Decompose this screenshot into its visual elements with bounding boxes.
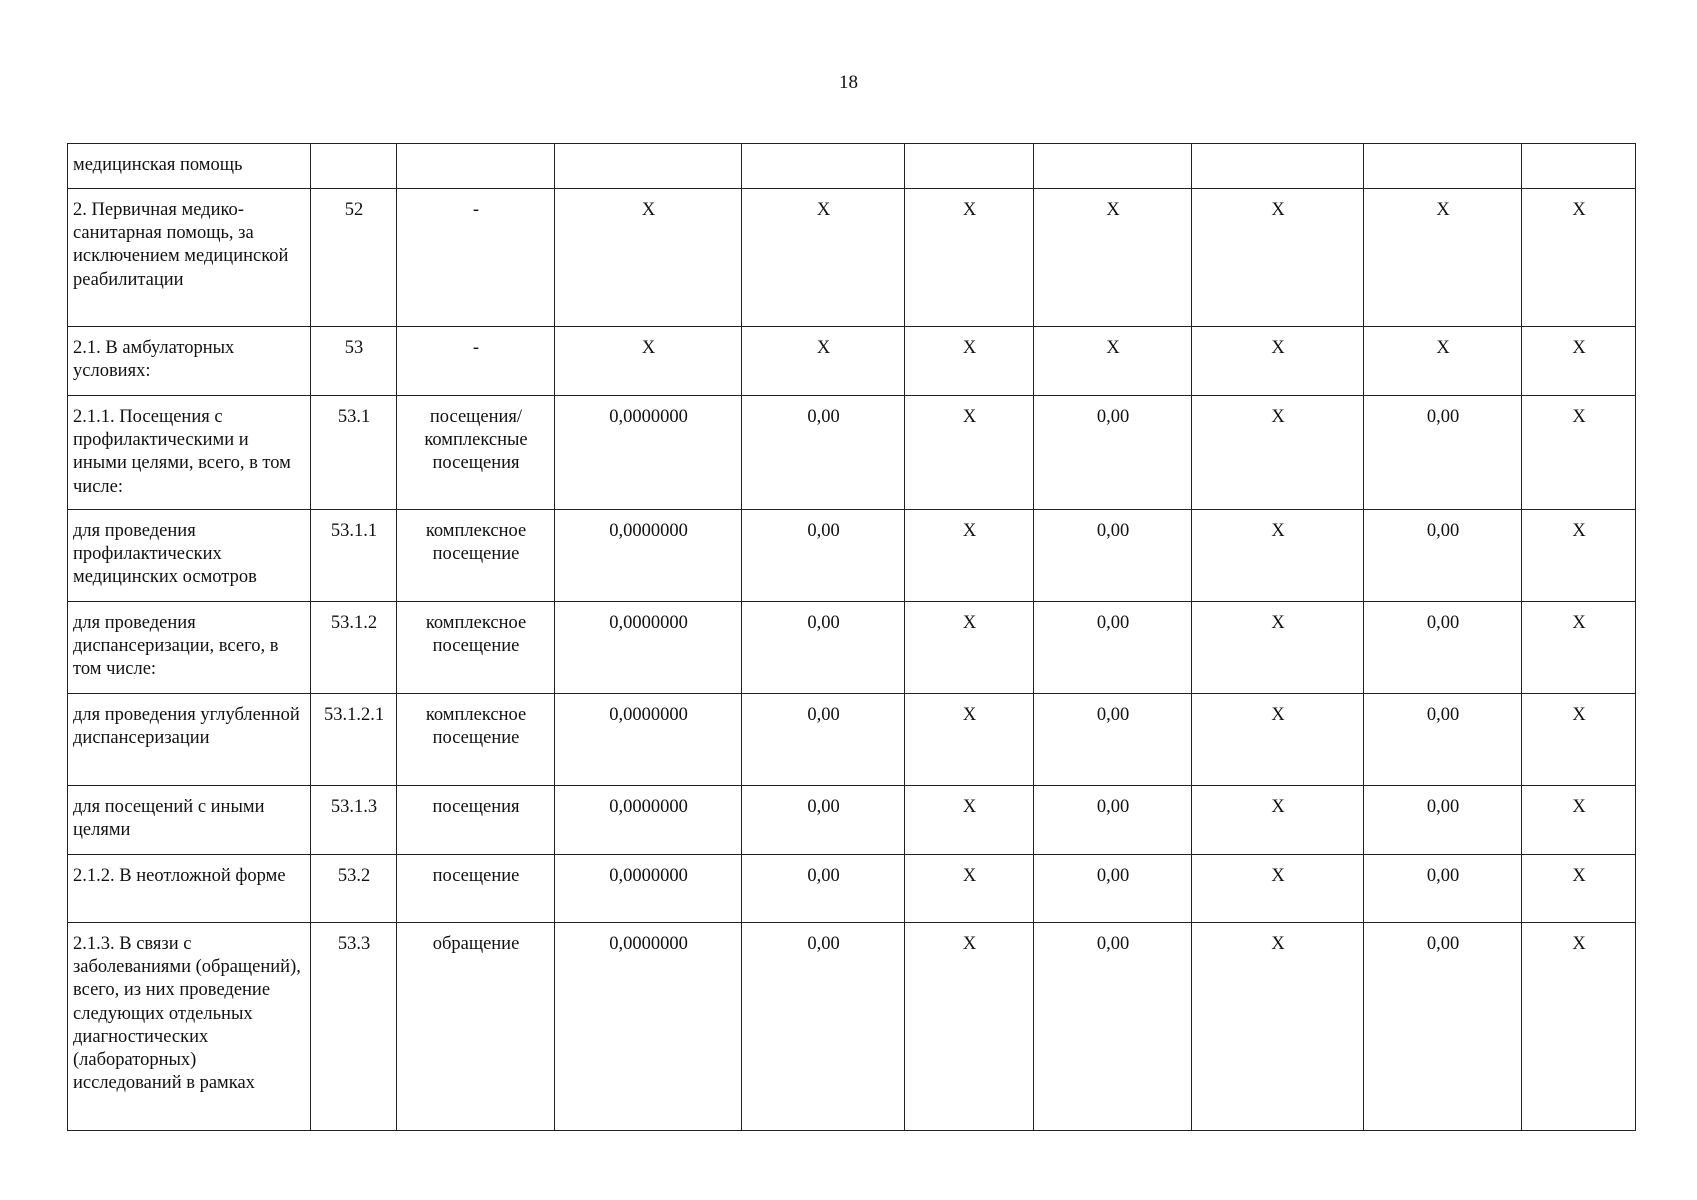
- table-cell: 0,00: [1034, 602, 1192, 694]
- table-cell: 0,00: [742, 694, 905, 786]
- table-cell: 0,0000000: [555, 510, 742, 602]
- table-cell: 53.2: [311, 855, 397, 923]
- table-row: [68, 855, 1636, 923]
- table-row: [68, 327, 1636, 396]
- table-cell: 0,00: [742, 602, 905, 694]
- table-cell: 0,00: [1364, 786, 1522, 855]
- table-cell: Х: [905, 786, 1034, 855]
- table-cell: 53: [311, 327, 397, 396]
- table-cell: Х: [1522, 923, 1636, 1131]
- table-cell: 0,00: [742, 510, 905, 602]
- table-cell: Х: [1522, 602, 1636, 694]
- table-row: [68, 602, 1636, 694]
- table-cell: 2.1.2. В неотложной форме: [68, 855, 311, 923]
- table-cell: посещение: [397, 855, 555, 923]
- table-cell: 0,00: [1034, 694, 1192, 786]
- table-cell: Х: [1522, 786, 1636, 855]
- table-cell: 0,00: [1364, 694, 1522, 786]
- table-cell: Х: [555, 327, 742, 396]
- table-cell: [1192, 144, 1364, 189]
- table-cell: для посещений с иными целями: [68, 786, 311, 855]
- table-cell: 53.1.3: [311, 786, 397, 855]
- table-row: [68, 510, 1636, 602]
- table-cell: 0,00: [1364, 510, 1522, 602]
- page-number: 18: [839, 72, 858, 93]
- table-cell: обращение: [397, 923, 555, 1131]
- table-cell: 0,00: [742, 786, 905, 855]
- table-cell: медицинская помощь: [68, 144, 311, 189]
- table-cell: [311, 144, 397, 189]
- table-cell: Х: [1034, 189, 1192, 327]
- table-cell: 53.3: [311, 923, 397, 1131]
- table-cell: для проведения профилактических медицинских осмотров: [68, 510, 311, 602]
- table-cell: 0,00: [1364, 602, 1522, 694]
- table-cell: [555, 144, 742, 189]
- table-cell: комплексное посещение: [397, 602, 555, 694]
- table-cell: 52: [311, 189, 397, 327]
- table-cell: посещения: [397, 786, 555, 855]
- table-cell: 2.1.1. Посещения с профилактическими и иными целями, всего, в том числе:: [68, 396, 311, 510]
- table-cell: посещения/комплексные посещения: [397, 396, 555, 510]
- table-cell: 0,00: [1364, 396, 1522, 510]
- table-cell: Х: [1192, 189, 1364, 327]
- table-cell: Х: [1192, 602, 1364, 694]
- table-cell: 0,0000000: [555, 694, 742, 786]
- table-cell: 53.1.2.1: [311, 694, 397, 786]
- table-cell: 0,00: [1034, 510, 1192, 602]
- table-cell: 0,00: [1364, 855, 1522, 923]
- table-cell: 0,00: [742, 855, 905, 923]
- table-cell: Х: [1192, 396, 1364, 510]
- table-cell: для проведения диспансеризации, всего, в том числе:: [68, 602, 311, 694]
- table-cell: Х: [1192, 510, 1364, 602]
- table-cell: 0,00: [742, 396, 905, 510]
- table-cell: 2.1.3. В связи с заболеваниями (обращений), всего, из них проведение следующих отдельных диагностических (лабораторных) исследований в рамках: [68, 923, 311, 1131]
- table-cell: [1364, 144, 1522, 189]
- table-cell: Х: [1192, 327, 1364, 396]
- table-cell: Х: [905, 396, 1034, 510]
- table-cell: Х: [1522, 694, 1636, 786]
- table-cell: комплексное посещение: [397, 510, 555, 602]
- table-cell: 53.1.1: [311, 510, 397, 602]
- table-cell: Х: [1522, 396, 1636, 510]
- table-row: [68, 923, 1636, 1131]
- table-cell: 0,00: [1034, 786, 1192, 855]
- table-cell: Х: [742, 189, 905, 327]
- table-cell: 2.1. В амбулаторных условиях:: [68, 327, 311, 396]
- table-cell: 0,0000000: [555, 786, 742, 855]
- table-cell: Х: [1522, 189, 1636, 327]
- table-cell: 0,0000000: [555, 396, 742, 510]
- table-cell: [905, 144, 1034, 189]
- table-cell: 0,0000000: [555, 923, 742, 1131]
- table-cell: 0,00: [1034, 396, 1192, 510]
- table-cell: Х: [905, 923, 1034, 1131]
- table-cell: Х: [905, 855, 1034, 923]
- table-cell: 0,00: [1364, 923, 1522, 1131]
- table-cell: [742, 144, 905, 189]
- table-cell: Х: [905, 327, 1034, 396]
- table-cell: 2. Первичная медико-санитарная помощь, за исключением медицинской реабилитации: [68, 189, 311, 327]
- table-cell: [397, 144, 555, 189]
- table-cell: Х: [905, 189, 1034, 327]
- table-cell: 53.1.2: [311, 602, 397, 694]
- table-cell: Х: [905, 510, 1034, 602]
- table-cell: [1034, 144, 1192, 189]
- table-cell: Х: [1364, 327, 1522, 396]
- table-cell: Х: [1034, 327, 1192, 396]
- table-cell: 0,00: [1034, 855, 1192, 923]
- table-row: [68, 144, 1636, 189]
- table-cell: 0,0000000: [555, 855, 742, 923]
- table-cell: Х: [1364, 189, 1522, 327]
- table-cell: Х: [1192, 923, 1364, 1131]
- table-cell: 0,0000000: [555, 602, 742, 694]
- table-cell: Х: [905, 694, 1034, 786]
- table-cell: Х: [1192, 786, 1364, 855]
- table-cell: -: [397, 189, 555, 327]
- table-cell: Х: [1522, 510, 1636, 602]
- table-cell: 53.1: [311, 396, 397, 510]
- table-cell: Х: [555, 189, 742, 327]
- table-cell: Х: [1522, 327, 1636, 396]
- table-cell: Х: [1192, 855, 1364, 923]
- table-row: [68, 786, 1636, 855]
- table-cell: комплексное посещение: [397, 694, 555, 786]
- table-cell: Х: [905, 602, 1034, 694]
- table-cell: 0,00: [742, 923, 905, 1131]
- table-cell: 0,00: [1034, 923, 1192, 1131]
- table-row: [68, 396, 1636, 510]
- table-row: [68, 189, 1636, 327]
- table-cell: Х: [1192, 694, 1364, 786]
- table-cell: для проведения углубленной диспансеризации: [68, 694, 311, 786]
- data-table: [67, 143, 1636, 1131]
- table-cell: Х: [742, 327, 905, 396]
- table-cell: Х: [1522, 855, 1636, 923]
- table-row: [68, 694, 1636, 786]
- table-cell: -: [397, 327, 555, 396]
- table-cell: [1522, 144, 1636, 189]
